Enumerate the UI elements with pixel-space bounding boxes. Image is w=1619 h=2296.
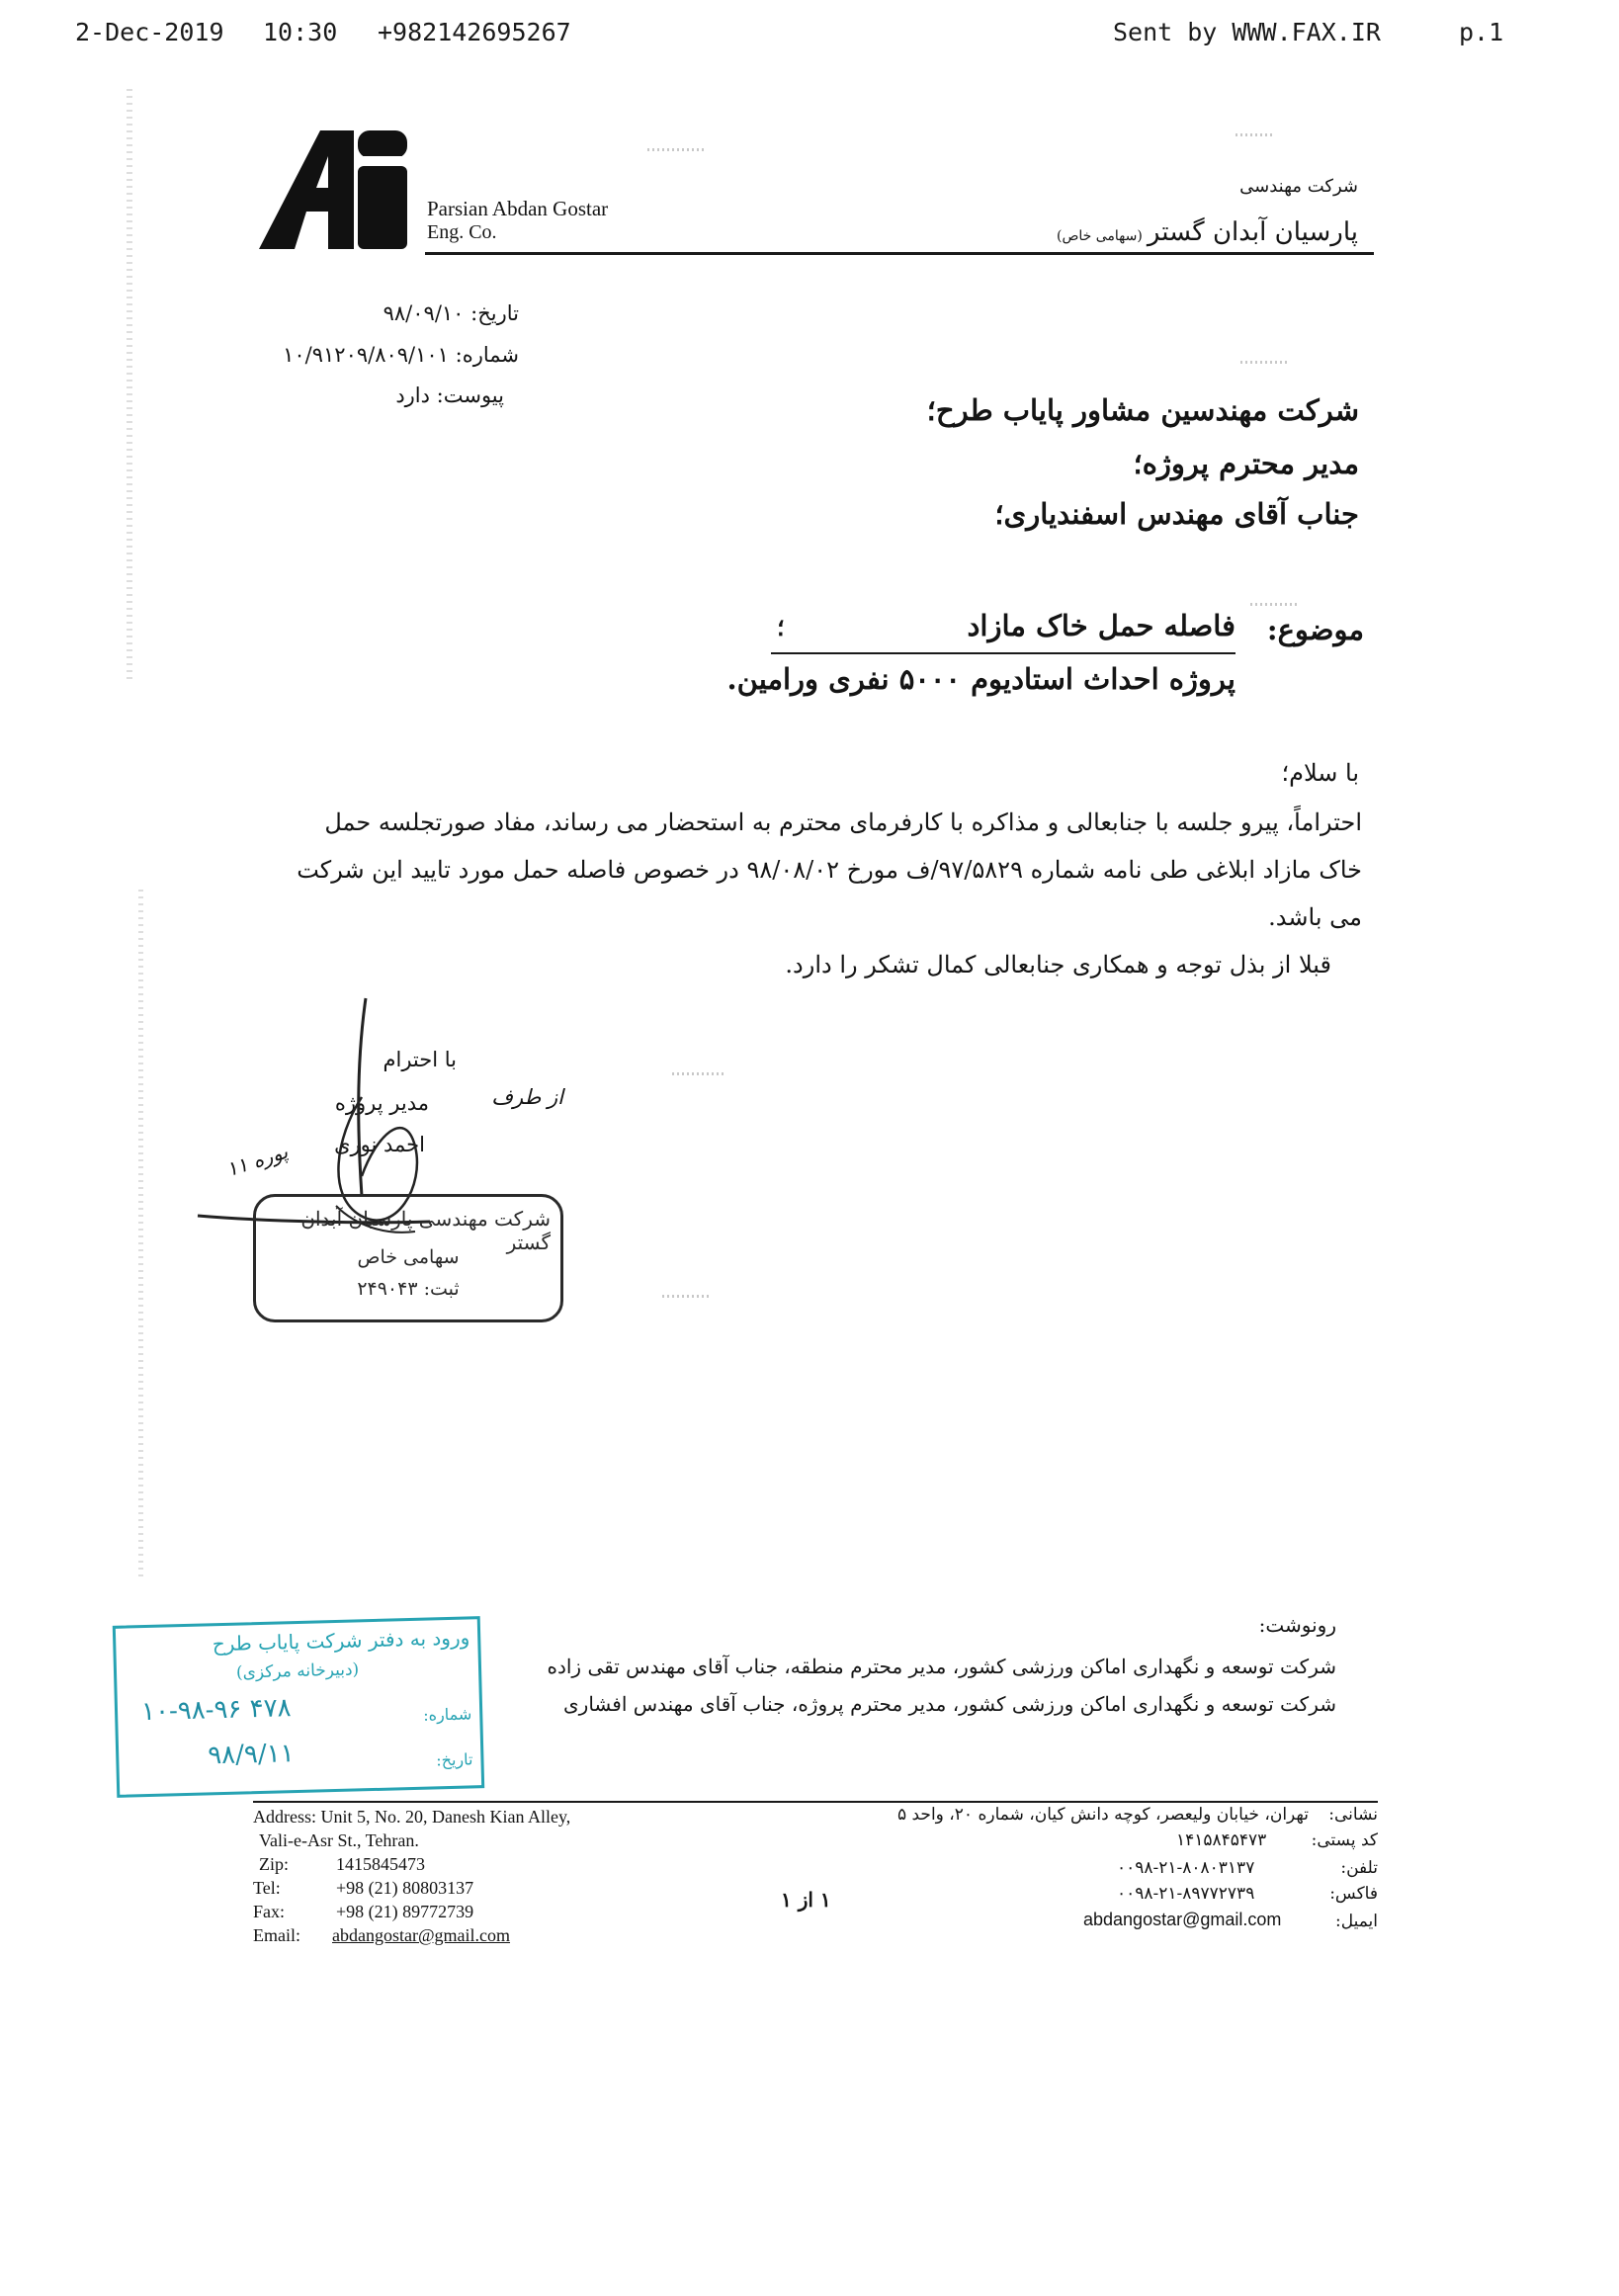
footer-rule [253, 1801, 1378, 1803]
entry-stamp-subtitle: (دبیرخانه مرکزی) [235, 1659, 360, 1683]
footer-zip-label: Zip: [259, 1854, 289, 1874]
letter-attachment: پیوست: دارد [395, 383, 504, 407]
footer-fa-fax-label: فاکس: [1329, 1884, 1378, 1904]
footer-fa-postal: ۱۴۱۵۸۴۵۴۷۳ [1176, 1830, 1267, 1850]
signature-side-note: ۱۱ پوره [222, 1139, 292, 1182]
scan-noise [138, 890, 143, 1581]
letter-number: شماره: ۱۰/۹۱۲۰۹/۸۰۹/۱۰۱ [283, 343, 519, 367]
page-number: ۱ از ۱ [781, 1888, 831, 1912]
subject-line2: پروژه احداث استادیوم ۵۰۰۰ نفری ورامین. [726, 662, 1236, 696]
recipient-name: جناب آقای مهندس اسفندیاری؛ [994, 497, 1359, 531]
body-line2: خاک مازاد ابلاغی طی نامه شماره ۹۷/۵۸۲۹/ف مورخ ۹۸/۰۸/۰۲ در خصوص فاصله حمل مورد تایید این شرکت [297, 856, 1362, 884]
fax-sent-by: Sent by WWW.FAX.IR [1113, 18, 1381, 46]
fax-phone: +982142695267 [378, 18, 571, 46]
footer-fa-fax: ۰۰۹۸-۲۱-۸۹۷۷۲۷۳۹ [1117, 1884, 1255, 1904]
signature-regards: با احترام [383, 1048, 457, 1071]
scan-noise [662, 1295, 712, 1298]
letterhead-rule [425, 252, 1374, 255]
footer-fax: +98 (21) 89772739 [336, 1902, 474, 1921]
scan-noise [1236, 133, 1275, 136]
footer-fa-address: تهران، خیابان ولیعصر، کوچه دانش کیان، شماره ۲۰، واحد ۵ [896, 1805, 1309, 1825]
company-stamp [253, 1194, 563, 1322]
company-name-en-line2: Eng. Co. [427, 221, 497, 243]
fax-page: p.1 [1459, 18, 1504, 46]
company-name-en-line1: Parsian Abdan Gostar [427, 197, 609, 220]
signature-prefix: از طرف [491, 1085, 563, 1109]
cc-line1: شرکت توسعه و نگهداری اماکن ورزشی کشور، مدیر محترم منطقه، جناب آقای مهندس تقی زاده [547, 1655, 1336, 1678]
entry-stamp-date: ۹۸/۹/۱۱ [207, 1739, 295, 1771]
body-line3: می باشد. [1268, 903, 1362, 931]
footer-zip: 1415845473 [336, 1854, 425, 1874]
scan-noise [1240, 361, 1290, 364]
cc-label: رونوشت: [1258, 1613, 1336, 1637]
entry-stamp-title: ورود به دفتر شرکت پایاب طرح [212, 1625, 470, 1657]
subject-line1: فاصله حمل خاک مازاد [967, 609, 1236, 642]
footer-fa-email-link[interactable]: abdangostar@gmail.com [1083, 1910, 1282, 1929]
body-line1: احتراماً، پیرو جلسه با جنابعالی و مذاکره با کارفرمای محترم به استحضار می رساند، مفاد صورتجلسه حمل [324, 808, 1362, 836]
subject-label: موضوع: [1266, 613, 1364, 646]
stamp-company: شرکت مهندسی پارسیان آبدان گستر [300, 1207, 551, 1254]
subject-line1-end: ؛ [777, 613, 785, 641]
footer-fa-tel: ۰۰۹۸-۲۱-۸۰۸۰۳۱۳۷ [1117, 1858, 1255, 1878]
entry-stamp-date-label: تاریخ: [435, 1749, 473, 1770]
footer-email-link[interactable]: abdangostar@gmail.com [332, 1925, 511, 1945]
scan-noise [1250, 603, 1300, 606]
footer-fa-address-label: نشانی: [1328, 1805, 1378, 1825]
company-name-fa-small: شرکت مهندسی [1239, 176, 1358, 197]
entry-stamp-number: ۱۰-۹۸-۹۶ ۴۷۸ [140, 1693, 292, 1728]
footer-address-line1: Address: Unit 5, No. 20, Danesh Kian Alley, [253, 1807, 571, 1827]
footer-address-line2: Vali-e-Asr St., Tehran. [259, 1830, 419, 1850]
scan-noise [127, 89, 132, 682]
company-name-fa: پارسیان آبدان گستر [1147, 217, 1358, 247]
fax-date: 2-Dec-2019 [75, 18, 224, 46]
footer-tel-label: Tel: [253, 1878, 281, 1898]
company-logo [259, 127, 417, 255]
company-name-fa-suffix: (سهامی خاص) [1056, 228, 1143, 244]
footer-fa-postal-label: کد پستی: [1311, 1830, 1378, 1850]
footer-fa-email-label: ایمیل: [1334, 1912, 1378, 1931]
footer-fax-label: Fax: [253, 1902, 286, 1921]
scan-noise [647, 148, 707, 151]
letter-date: تاریخ: ۹۸/۰۹/۱۰ [383, 301, 519, 325]
footer-tel: +98 (21) 80803137 [336, 1878, 474, 1898]
signature-name: احمد نوری [334, 1133, 425, 1156]
entry-stamp-number-label: شماره: [422, 1704, 472, 1725]
recipient-title: مدیر محترم پروژه؛ [1133, 447, 1359, 480]
fax-time: 10:30 [263, 18, 338, 46]
entry-stamp [113, 1616, 484, 1798]
closing-line: قبلا از بذل توجه و همکاری جنابعالی کمال تشکر را دارد. [785, 951, 1331, 978]
footer-fa-tel-label: تلفن: [1340, 1858, 1378, 1878]
company-name-fa-block [1056, 217, 1358, 247]
subject-underline [771, 652, 1236, 654]
stamp-type: سهامی خاص [357, 1246, 460, 1268]
cc-line2: شرکت توسعه و نگهداری اماکن ورزشی کشور، مدیر محترم پروژه، جناب آقای مهندس افشاری [563, 1692, 1336, 1716]
recipient-company: شرکت مهندسین مشاور پایاب طرح؛ [926, 393, 1359, 427]
greeting: با سلام؛ [1281, 759, 1359, 787]
stamp-registration: ثبت: ۲۴۹۰۴۳ [357, 1278, 460, 1300]
footer-email-label: Email: [253, 1925, 300, 1945]
signature-title: مدیر پروژه [334, 1091, 429, 1115]
scan-noise [672, 1072, 726, 1075]
